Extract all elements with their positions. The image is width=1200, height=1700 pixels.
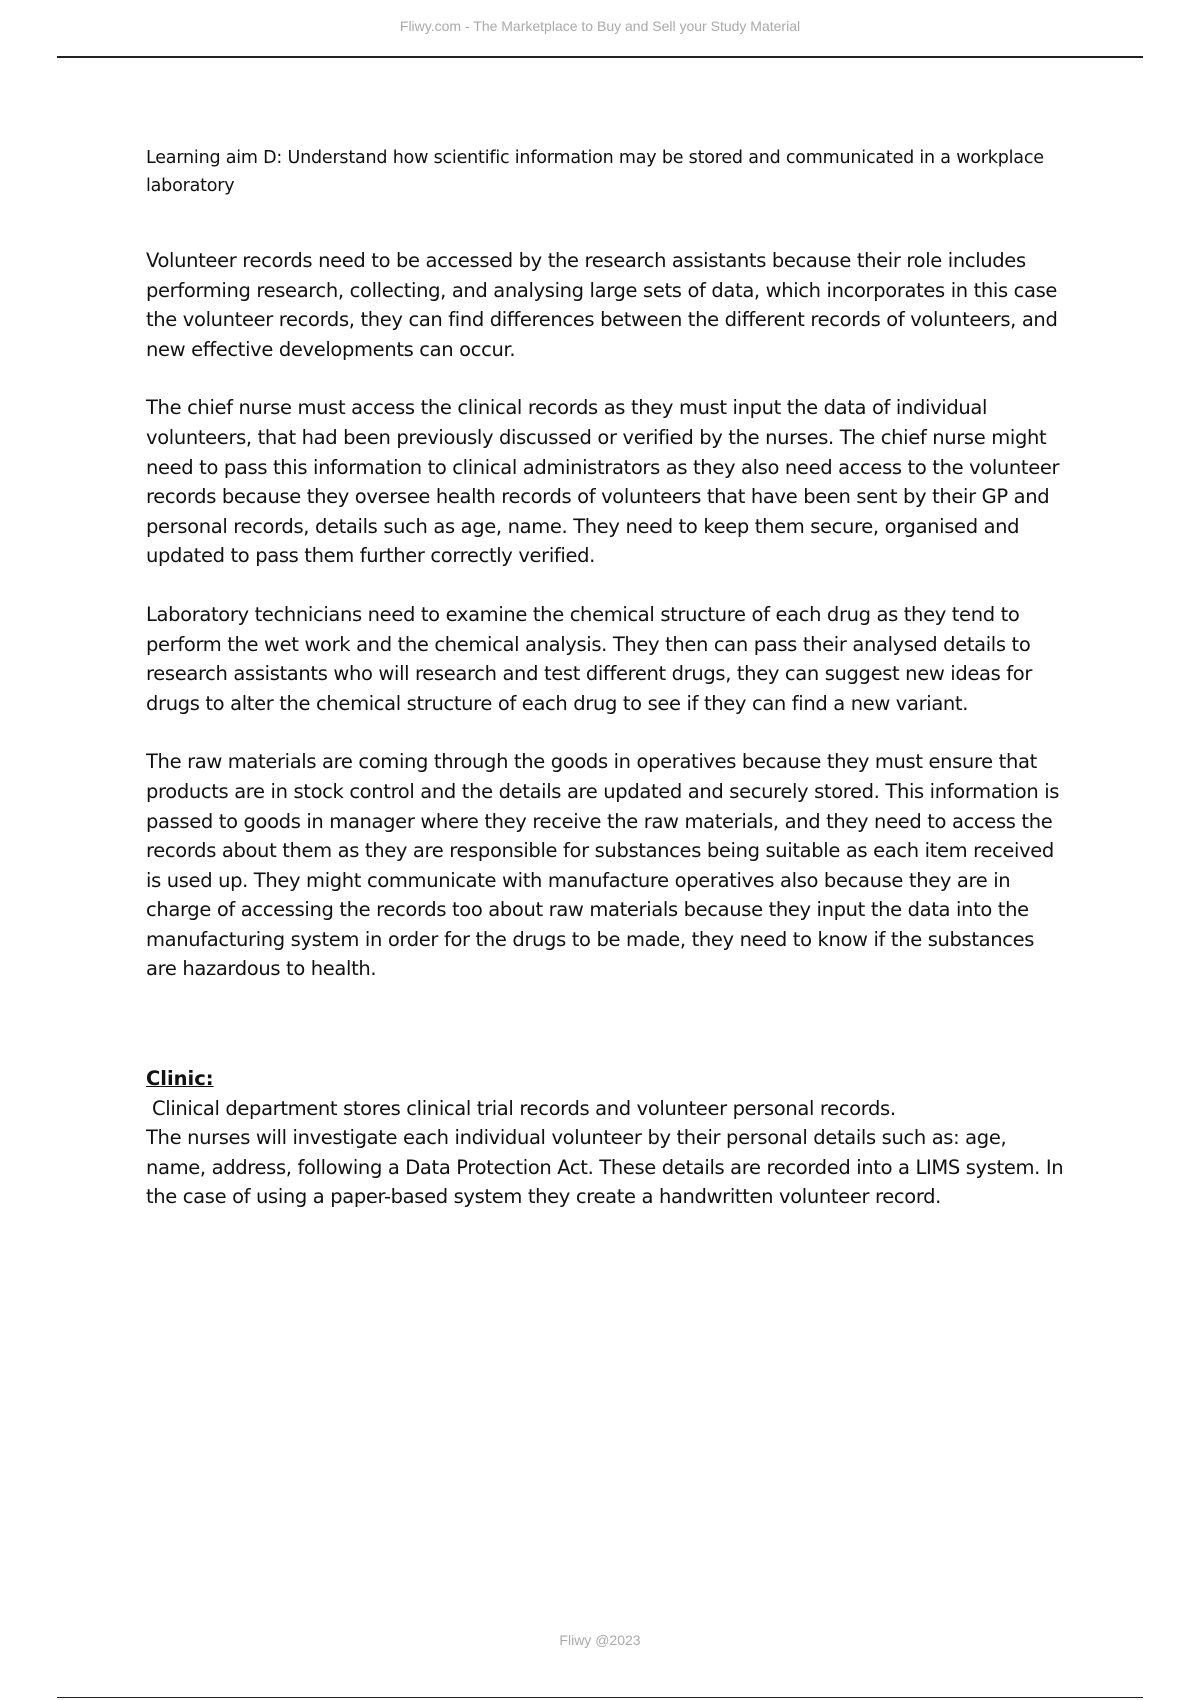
learning-aim-heading: Learning aim D: Understand how scientific information may be stored and communicated in a workplace laboratory bbox=[146, 148, 1044, 196]
page-header-watermark: Fliwy.com - The Marketplace to Buy and Sell your Study Material bbox=[399, 18, 801, 34]
footer-divider bbox=[57, 1697, 1143, 1698]
paragraph-research-assistants: Volunteer records need to be accessed by the research assistants because their role includes performing research, collecting, and analysing large sets of data, which incorporates in this case the volunteer records, they can find differences between the different records of volunteers, and new effective developments can occur. bbox=[146, 249, 1058, 361]
clinic-section-title: Clinic: bbox=[146, 1067, 214, 1091]
clinic-intro-line: Clinical department stores clinical trial records and volunteer personal records. bbox=[152, 1096, 896, 1120]
header-divider bbox=[57, 56, 1143, 58]
document-body bbox=[146, 144, 1066, 1212]
page-footer: Fliwy @2023 bbox=[559, 1632, 641, 1648]
paragraph-chief-nurse: The chief nurse must access the clinical records as they must input the data of individual volunteers, that had been previously discussed or verified by the nurses. The chief nurse might need to pass this information to clinical administrators as they also need access to the volunteer records because they oversee health records of volunteers that have been sent by their GP and personal records, details such as age, name. They need to keep them secure, organised and updated to pass them further correctly verified. bbox=[146, 396, 1060, 568]
clinic-paragraph: The nurses will investigate each individual volunteer by their personal details such as: age, name, address, following a Data Protection Act. These details are recorded into a LIMS system. In the case of using a paper-based system they create a handwritten volunteer record. bbox=[146, 1126, 1064, 1209]
paragraph-laboratory-technicians: Laboratory technicians need to examine the chemical structure of each drug as they tend to perform the wet work and the chemical analysis. They then can pass their analysed details to research assistants who will research and test different drugs, they can suggest new ideas for drugs to alter the chemical structure of each drug to see if they can find a new variant. bbox=[146, 602, 1033, 715]
paragraph-raw-materials: The raw materials are coming through the goods in operatives because they must ensure that products are in stock control and the details are updated and securely stored. This information is passed to goods in manager where they receive the raw materials, and they need to access the records about them as they are responsible for substances being suitable as each item received is used up. They might communicate with manufacture operatives also because they are in charge of accessing the records too about raw materials because they input the data into the manufacturing system in order for the drugs to be made, they need to know if the substances are hazardous to health. bbox=[146, 750, 1060, 981]
